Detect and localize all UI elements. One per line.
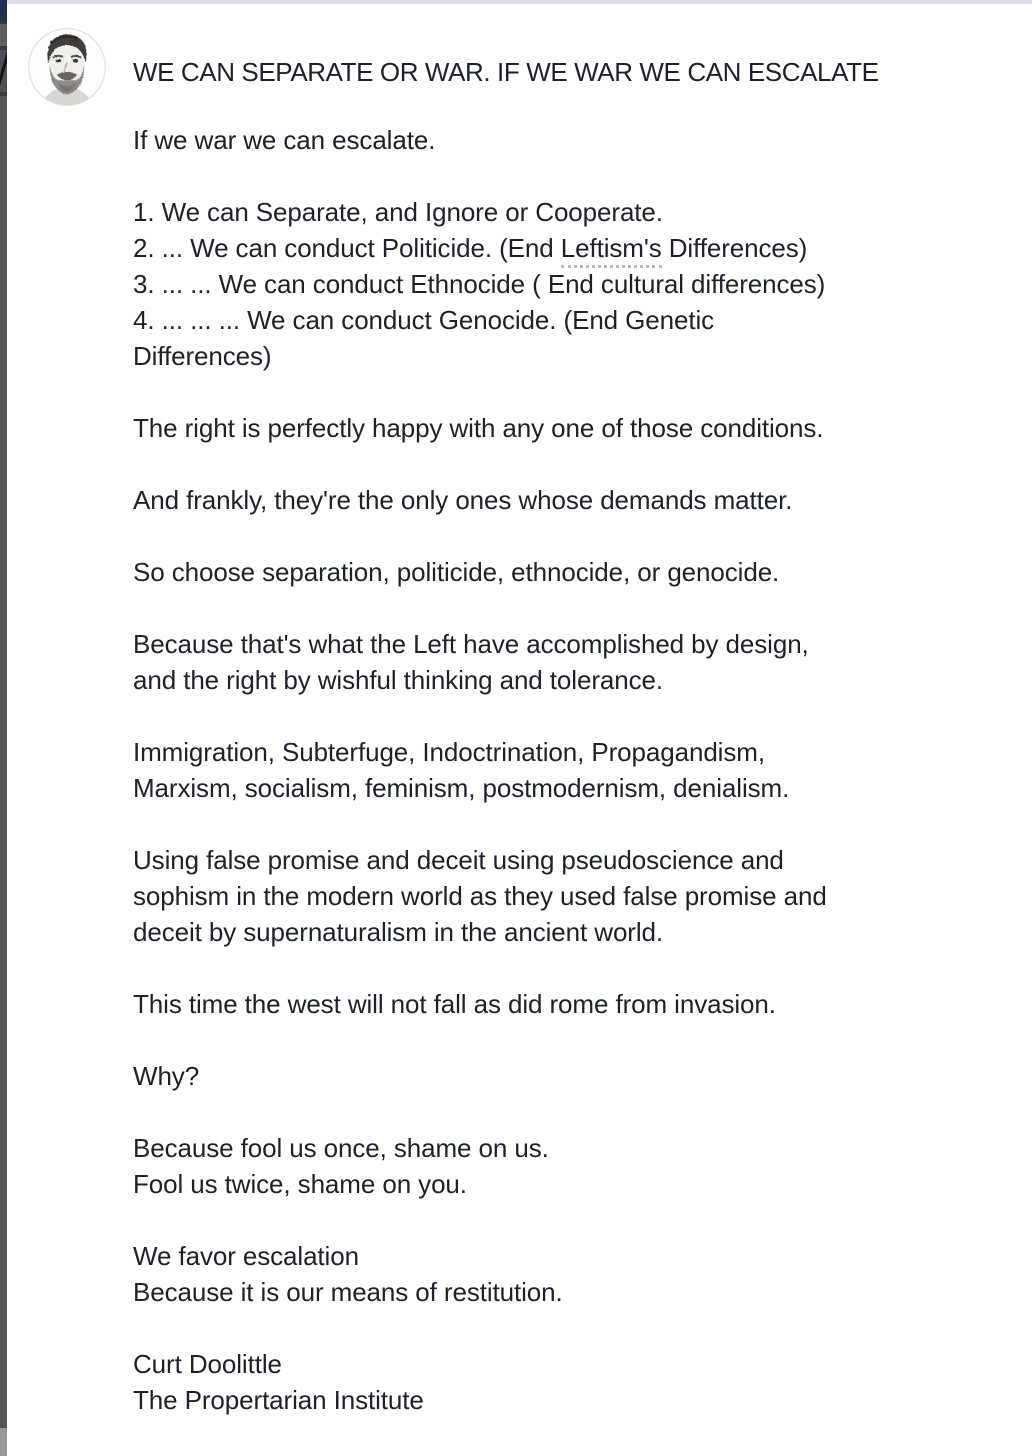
text-line: Fool us twice, shame on you. — [133, 1169, 467, 1199]
background-window-divider — [0, 92, 7, 96]
text-line: Using false promise and deceit using pseudoscience and — [133, 845, 784, 875]
text-line: 1. We can Separate, and Ignore or Cooperate. — [133, 197, 663, 227]
post-paragraph — [133, 1058, 1013, 1094]
text-line: If we war we can escalate. — [133, 125, 436, 155]
text-line: Because that's what the Left have accomplished by design, — [133, 629, 809, 659]
post-paragraph — [133, 734, 1013, 806]
text-line: Marxism, socialism, feminism, postmodernism, denialism. — [133, 773, 790, 803]
post-paragraph — [133, 986, 1013, 1022]
post-card — [133, 0, 1013, 1454]
author-name: Curt Doolittle — [133, 1349, 282, 1379]
text-line: This time the west will not fall as did rome from invasion. — [133, 989, 776, 1019]
text-line: sophism in the modern world as they used false promise and — [133, 881, 827, 911]
post-body — [133, 122, 1013, 1418]
post-paragraph — [133, 842, 1013, 950]
text-line — [133, 230, 1013, 266]
text-line: Because it is our means of restitution. — [133, 1277, 563, 1307]
text-line: 4. ... ... ... We can conduct Genocide. (End Genetic — [133, 305, 715, 335]
text-line: Differences) — [133, 341, 272, 371]
background-window-footer-sliver — [0, 1428, 7, 1456]
post-paragraph — [133, 1130, 1013, 1202]
background-image-sliver — [0, 50, 7, 92]
background-window-edge[interactable] — [0, 0, 7, 1456]
text-line: The right is perfectly happy with any one of those conditions. — [133, 413, 824, 443]
text-segment: Differences) — [661, 233, 808, 263]
post-signature — [133, 1346, 1013, 1418]
background-window-content-sliver — [0, 50, 7, 92]
text-line: Immigration, Subterfuge, Indoctrination, Propagandism, — [133, 737, 765, 767]
text-line: And frankly, they're the only ones whose demands matter. — [133, 485, 793, 515]
text-line: Why? — [133, 1061, 200, 1091]
post-paragraph — [133, 1238, 1013, 1310]
text-line: Because fool us once, shame on us. — [133, 1133, 549, 1163]
background-window-titlebar-sliver — [0, 0, 7, 21]
text-line: and the right by wishful thinking and tolerance. — [133, 665, 663, 695]
text-line: We favor escalation — [133, 1241, 359, 1271]
post-paragraph — [133, 554, 1013, 590]
post-paragraph — [133, 122, 1013, 158]
text-line: deceit by supernaturalism in the ancient world. — [133, 917, 664, 947]
post-paragraph-list — [133, 194, 1013, 374]
text-line: So choose separation, politicide, ethnocide, or genocide. — [133, 557, 780, 587]
spellchecked-word: Leftism's — [561, 233, 662, 268]
post-paragraph — [133, 482, 1013, 518]
post-title: WE CAN SEPARATE OR WAR. IF WE WAR WE CAN ESCALATE — [133, 57, 879, 87]
text-segment: 2. ... We can conduct Politicide. (End — [133, 233, 561, 263]
post-paragraph — [133, 410, 1013, 446]
text-line: 3. ... ... We can conduct Ethnocide ( End cultural differences) — [133, 269, 826, 299]
bearded-man-sketch-icon — [28, 28, 106, 106]
top-divider-band — [7, 0, 1032, 4]
avatar[interactable] — [28, 28, 106, 106]
background-window-toolbar-sliver — [0, 24, 7, 46]
post-paragraph — [133, 626, 1013, 698]
author-organization: The Propertarian Institute — [133, 1385, 424, 1415]
